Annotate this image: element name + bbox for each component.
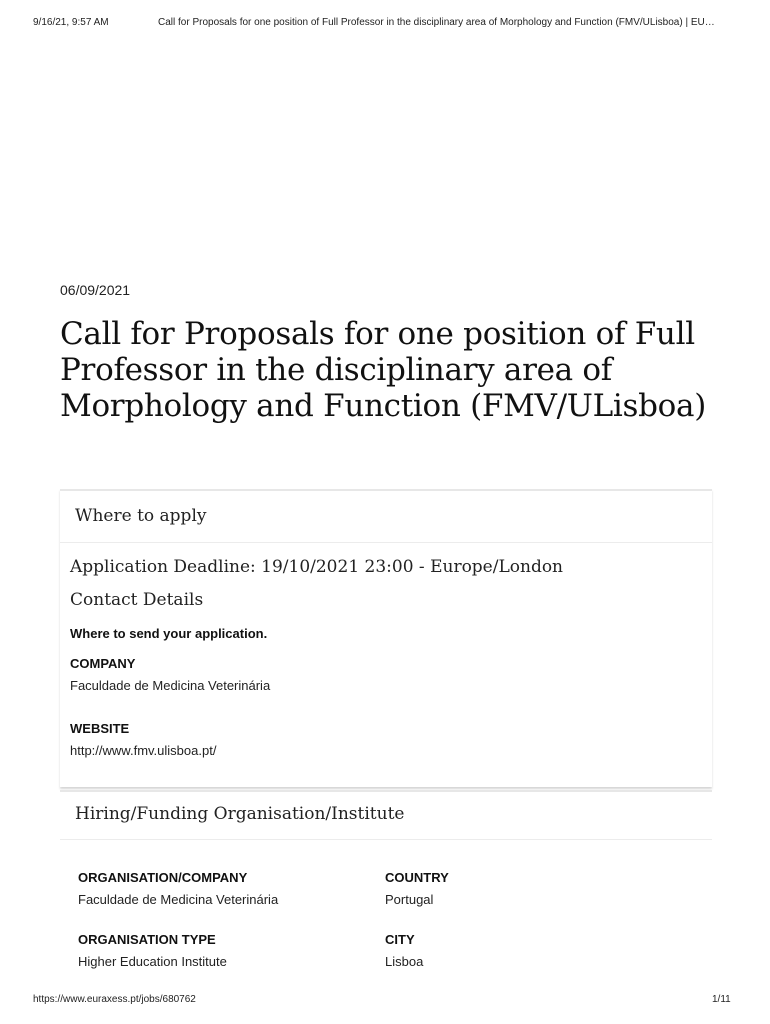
country-value: Portugal — [385, 892, 434, 907]
city-label: CITY — [385, 932, 415, 947]
hiring-organisation-panel — [60, 790, 712, 992]
organisation-label: ORGANISATION/COMPANY — [78, 870, 248, 885]
section-divider — [60, 839, 712, 840]
print-header-title: Call for Proposals for one position of Full Professor in the disciplinary area of Morphology and Function (FMV/ULisboa) | EU… — [158, 17, 715, 28]
print-footer-page-number: 1/11 — [712, 994, 731, 1005]
where-to-apply-panel — [60, 489, 712, 787]
website-link[interactable]: http://www.fmv.ulisboa.pt/ — [70, 743, 217, 758]
city-value: Lisboa — [385, 954, 424, 969]
application-deadline: Application Deadline: 19/10/2021 23:00 - Europe/London — [70, 557, 564, 577]
organisation-type-value: Higher Education Institute — [78, 954, 227, 969]
where-to-apply-heading[interactable]: Where to apply — [75, 506, 207, 526]
country-label: COUNTRY — [385, 870, 449, 885]
hiring-organisation-heading[interactable]: Hiring/Funding Organisation/Institute — [75, 804, 405, 824]
print-footer-url: https://www.euraxess.pt/jobs/680762 — [33, 994, 196, 1005]
company-label: COMPANY — [70, 656, 136, 671]
contact-details-heading: Contact Details — [70, 590, 204, 610]
organisation-type-label: ORGANISATION TYPE — [78, 932, 216, 947]
website-label: WEBSITE — [70, 721, 130, 736]
print-header-datetime: 9/16/21, 9:57 AM — [33, 17, 109, 28]
organisation-value: Faculdade de Medicina Veterinária — [78, 892, 279, 907]
posted-date: 06/09/2021 — [60, 282, 131, 298]
page-title: Call for Proposals for one position of Full Professor in the disciplinary area of Morphology and Function (FMV/ULisboa) — [60, 316, 706, 424]
company-value: Faculdade de Medicina Veterinária — [70, 678, 271, 693]
section-divider — [60, 542, 712, 543]
send-application-text: Where to send your application. — [70, 626, 268, 641]
